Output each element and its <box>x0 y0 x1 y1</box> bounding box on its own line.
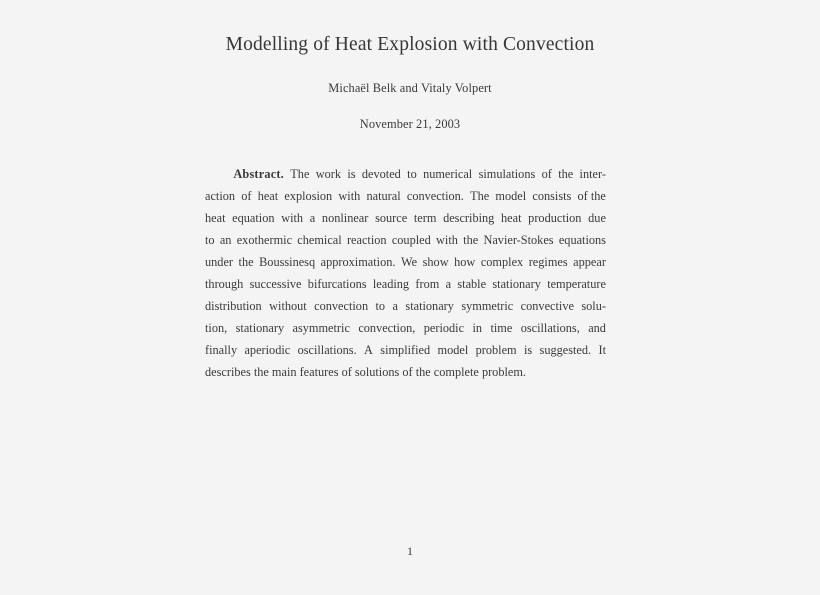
abstract-word: of the <box>577 189 606 203</box>
abstract-word: oscillations, <box>520 321 580 335</box>
abstract-word: heat <box>501 211 522 225</box>
abstract-word: temperature <box>547 277 606 291</box>
abstract-word: with <box>436 233 458 247</box>
abstract-word: solu- <box>581 299 606 313</box>
abstract-word: from <box>415 277 440 291</box>
abstract-section <box>205 163 606 383</box>
abstract-word: stationary <box>492 277 541 291</box>
abstract-word: simplified <box>380 343 431 357</box>
abstract-word: and <box>588 321 606 335</box>
abstract-line <box>205 185 606 207</box>
page-title: Modelling of Heat Explosion with Convection <box>225 34 595 55</box>
abstract-body <box>205 163 606 361</box>
abstract-word: without <box>269 299 307 313</box>
abstract-word: stationary <box>405 299 454 313</box>
abstract-line <box>205 163 606 185</box>
abstract-word: to <box>375 299 386 313</box>
abstract-line <box>205 295 606 317</box>
abstract-word: asymmetric <box>292 321 350 335</box>
abstract-word: chemical <box>297 233 342 247</box>
abstract-word: convection. <box>406 189 464 203</box>
abstract-word: heat <box>205 211 226 225</box>
abstract-word: It <box>598 343 606 357</box>
abstract-word: approximation. <box>320 255 396 269</box>
abstract-line <box>205 339 606 361</box>
abstract-line <box>205 273 606 295</box>
abstract-word: show <box>422 255 449 269</box>
date-line: November 21, 2003 <box>359 117 461 131</box>
abstract-word: The <box>290 167 310 181</box>
abstract-word: coupled <box>391 233 431 247</box>
abstract-word: distribution <box>205 299 262 313</box>
abstract-word: source <box>375 211 408 225</box>
abstract-word: regimes <box>528 255 568 269</box>
abstract-line <box>205 251 606 273</box>
abstract-word: aperiodic <box>244 343 291 357</box>
abstract-word: is <box>347 167 356 181</box>
abstract-word: finally <box>205 343 238 357</box>
abstract-word: how <box>454 255 476 269</box>
abstract-word: stable <box>457 277 487 291</box>
abstract-word: convection <box>314 299 369 313</box>
abstract-word: the <box>558 167 574 181</box>
abstract-word: explosion <box>284 189 333 203</box>
abstract-word: stationary <box>235 321 285 335</box>
abstract-word: with <box>281 211 304 225</box>
abstract-line <box>205 229 606 251</box>
abstract-word: simulations <box>478 167 536 181</box>
abstract-word: a <box>392 299 398 313</box>
abstract-word: of <box>541 167 552 181</box>
abstract-word: the <box>463 233 479 247</box>
abstract-word: to <box>407 167 417 181</box>
abstract-word: A <box>364 343 373 357</box>
abstract-word: Navier-Stokes <box>483 233 554 247</box>
abstract-word: work <box>315 167 342 181</box>
abstract-line <box>205 317 606 339</box>
abstract-word: of <box>241 189 252 203</box>
paragraph-indent <box>205 163 227 185</box>
abstract-word: oscillations. <box>297 343 357 357</box>
abstract-word: action <box>205 189 236 203</box>
abstract-word: problem <box>475 343 517 357</box>
abstract-word: symmetric <box>461 299 514 313</box>
abstract-word: convection, <box>358 321 416 335</box>
abstract-last-line: describes the main features of solutions of the complete problem. <box>205 365 526 379</box>
abstract-word: under <box>205 255 233 269</box>
abstract-word: natural <box>366 189 401 203</box>
abstract-word: equations <box>558 233 606 247</box>
abstract-word: a <box>309 211 316 225</box>
abstract-line <box>205 207 606 229</box>
abstract-word: successive <box>249 277 302 291</box>
abstract-word: consists <box>532 189 572 203</box>
abstract-word: reaction <box>346 233 387 247</box>
abstract-word: term <box>413 211 437 225</box>
abstract-word: appear <box>573 255 606 269</box>
abstract-word: through <box>205 277 244 291</box>
abstract-word: tion, <box>205 321 228 335</box>
abstract-word: suggested. <box>539 343 592 357</box>
abstract-word: to <box>205 233 215 247</box>
abstract-word: periodic <box>423 321 465 335</box>
abstract-word: with <box>338 189 361 203</box>
abstract-word: is <box>523 343 533 357</box>
abstract-word: due <box>588 211 606 225</box>
abstract-word: heat <box>257 189 279 203</box>
abstract-word: the <box>238 255 254 269</box>
abstract-word: The <box>470 189 490 203</box>
abstract-word: devoted <box>361 167 401 181</box>
abstract-word: nonlinear <box>321 211 369 225</box>
abstract-word: bifurcations <box>307 277 367 291</box>
abstract-word: Boussinesq <box>259 255 316 269</box>
abstract-word: model <box>495 189 527 203</box>
abstract-word: numerical <box>423 167 473 181</box>
abstract-word: an <box>219 233 232 247</box>
abstract-word: in <box>472 321 483 335</box>
abstract-word: leading <box>372 277 410 291</box>
abstract-word: complex <box>480 255 524 269</box>
abstract-word: We <box>400 255 418 269</box>
abstract-word: inter- <box>579 167 606 181</box>
author-line: Michaël Belk and Vitaly Volpert <box>328 81 492 95</box>
page-number: 1 <box>407 544 413 558</box>
abstract-word: time <box>490 321 513 335</box>
abstract-word: convective <box>520 299 574 313</box>
abstract-label: Abstract. <box>233 167 284 181</box>
abstract-word: a <box>445 277 452 291</box>
abstract-word: exothermic <box>236 233 293 247</box>
abstract-word: equation <box>232 211 275 225</box>
abstract-word: describing <box>443 211 495 225</box>
abstract-word: model <box>437 343 469 357</box>
abstract-word: production <box>528 211 582 225</box>
